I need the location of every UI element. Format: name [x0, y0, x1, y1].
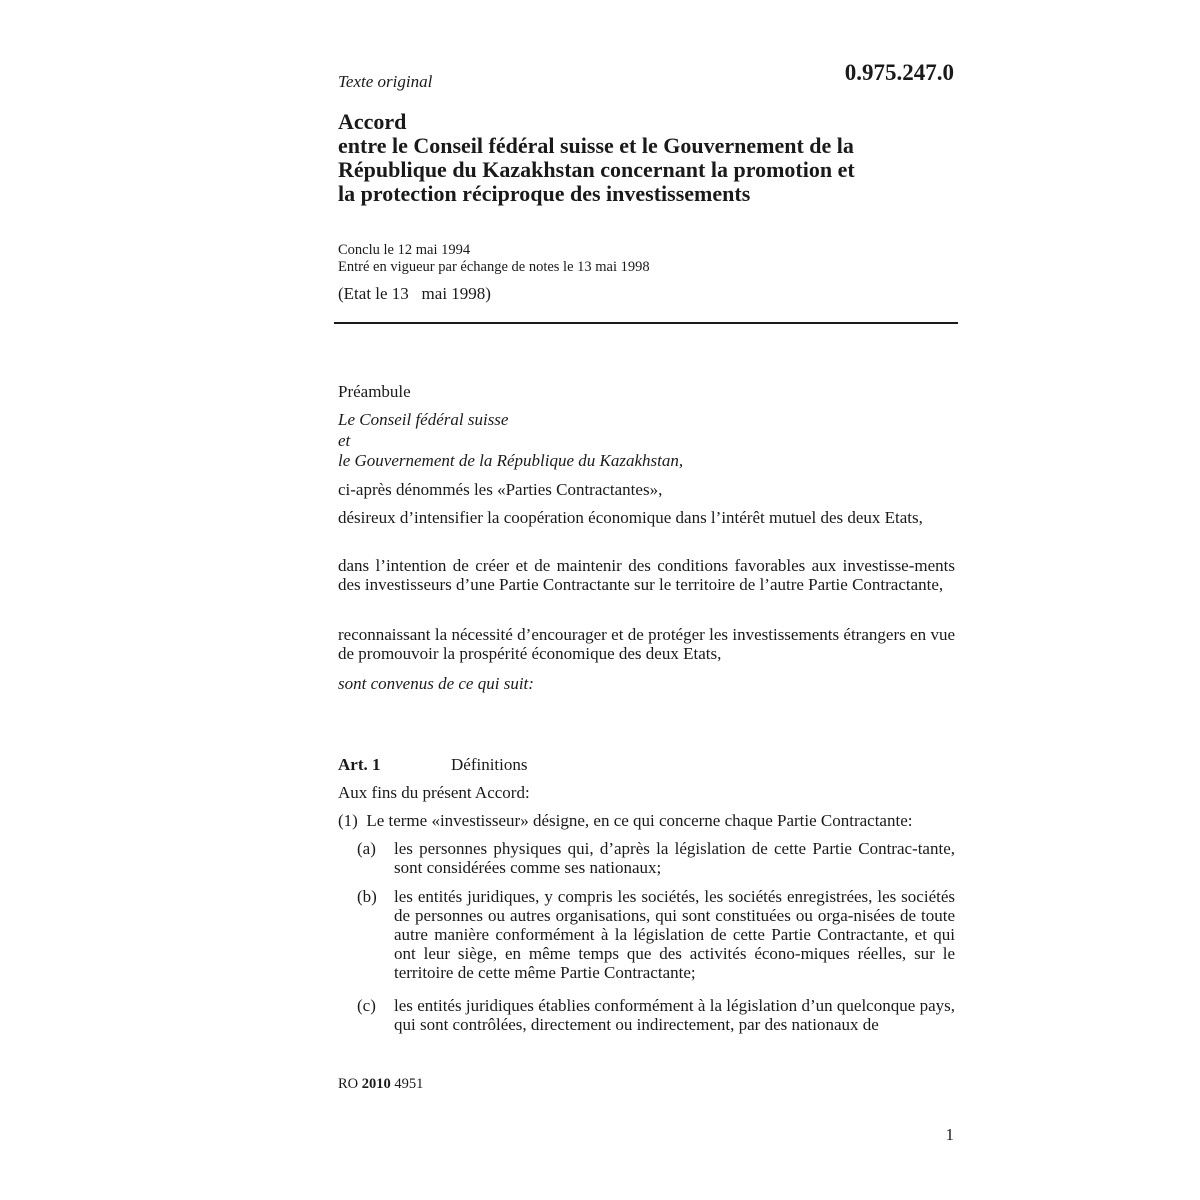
ro-prefix: RO: [338, 1076, 359, 1092]
page-number: 1: [945, 1125, 954, 1144]
preamble-paragraph-1: ci-après dénommés les «Parties Contractantes»,: [338, 480, 663, 499]
article-paragraph-1: (1) Le terme «investisseur» désigne, en ce qui concerne chaque Partie Contractante:: [338, 811, 913, 830]
title-line: entre le Conseil fédéral suisse et le Gouvernement de la: [338, 133, 854, 158]
article-intro: Aux fins du présent Accord:: [338, 783, 530, 802]
article-number: Art. 1: [338, 755, 381, 774]
conclusion-info: [338, 242, 650, 276]
concluded-date: Conclu le 12 mai 1994: [338, 242, 471, 258]
preamble-paragraph-3: dans l’intention de créer et de maintenir des conditions favorables aux investisse-ments des investisseurs d’une Partie Contractante sur le territoire de l’autre Partie Contractante,: [338, 556, 955, 594]
preamble-party-2: le Gouvernement de la République du Kazakhstan,: [338, 451, 684, 470]
entry-into-force: Entré en vigueur par échange de notes le 13 mai 1998: [338, 259, 650, 275]
sr-number: 0.975.247.0: [844, 60, 954, 85]
header-divider: [334, 322, 958, 324]
preamble-party-1: Le Conseil fédéral suisse: [338, 410, 509, 429]
list-item-label: (b): [357, 887, 377, 906]
ro-year: 2010: [361, 1076, 391, 1092]
ro-page: 4951: [394, 1076, 424, 1092]
title-line: République du Kazakhstan concernant la promotion et: [338, 157, 855, 182]
preamble-conjunction: et: [338, 431, 351, 450]
preamble-heading: Préambule: [338, 382, 411, 401]
document-title: [338, 110, 978, 206]
list-item-label: (c): [357, 996, 376, 1015]
list-item: [357, 887, 955, 982]
list-item: [357, 839, 955, 877]
list-item-text: les personnes physiques qui, d’après la législation de cette Partie Contrac-tante, sont considérées comme ses nationaux;: [394, 839, 955, 877]
preamble-paragraph-2: désireux d’intensifier la coopération économique dans l’intérêt mutuel des deux Etats,: [338, 508, 923, 527]
title-line: Accord: [338, 109, 407, 134]
article-heading: [338, 755, 528, 775]
list-item: [357, 996, 955, 1034]
list-item-text: les entités juridiques établies conformément à la législation d’un quelconque pays, qui sont contrôlées, directement ou indirectement, par des nationaux de: [394, 996, 955, 1034]
preamble-closing: sont convenus de ce qui suit:: [338, 674, 534, 693]
original-text-label: Texte original: [338, 72, 433, 91]
preamble-paragraph-4: reconnaissant la nécessité d’encourager et de protéger les investissements étrangers en vue de promouvoir la prospérité économique des deux Etats,: [338, 625, 955, 663]
list-item-label: (a): [357, 839, 376, 858]
list-item-text: les entités juridiques, y compris les sociétés, les sociétés enregistrées, les sociétés de personnes ou autres organisations, qui sont constituées ou orga-nisées de toute autre manière conformément à la législation de cette Partie Contractante, et qui ont leur siège, en même temps que des activités écono-miques réelles, sur le territoire de cette même Partie Contractante;: [394, 887, 955, 982]
title-line: la protection réciproque des investissements: [338, 181, 751, 206]
ro-reference: [338, 1076, 423, 1093]
article-title: Définitions: [451, 755, 528, 774]
status-date: (Etat le 13 mai 1998): [338, 284, 491, 303]
